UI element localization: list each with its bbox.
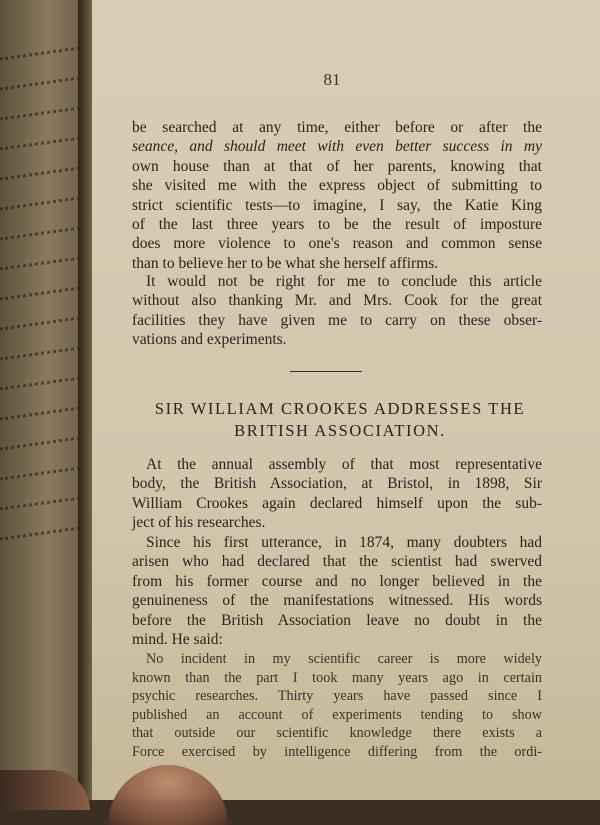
text-line: does more violence to one's reason and common sense bbox=[132, 235, 542, 253]
text-line: of the last three years to be the result of imposture bbox=[132, 216, 542, 234]
text-line: mind. He said: bbox=[132, 631, 223, 649]
text-line: she visited me with the express object of submitting to bbox=[132, 177, 542, 195]
text-line: published an account of experiments tending to show bbox=[132, 706, 542, 723]
paragraph-annual-assembly bbox=[132, 455, 542, 533]
text-line: seance, and should meet with even better success in my bbox=[132, 138, 542, 156]
text-line: William Crookes again declared himself upon the sub- bbox=[132, 494, 542, 512]
text-line: Force exercised by intelligence differing from the ordi- bbox=[132, 743, 542, 760]
text-line: before the British Association leave no doubt in the bbox=[132, 611, 542, 629]
text-line: body, the British Association, at Bristol, in 1898, Sir bbox=[132, 475, 542, 493]
book-page bbox=[92, 0, 600, 800]
text-line: psychic researches. Thirty years have passed since I bbox=[132, 688, 542, 705]
text-line: strict scientific tests—to imagine, I say, the Katie King bbox=[132, 196, 542, 214]
text-line: own house than at that of her parents, knowing that bbox=[132, 157, 542, 175]
page-number: 81 bbox=[323, 70, 341, 89]
facing-page-edge bbox=[0, 0, 88, 800]
text-line: No incident in my scientific career is more widely bbox=[146, 651, 542, 667]
text-line: At the annual assembly of that most representative bbox=[146, 456, 542, 473]
text-line: Since his first utterance, in 1874, many doubters had bbox=[146, 534, 542, 551]
text-line: that outside our scientific knowledge there exists a bbox=[132, 725, 542, 742]
text-line: known than the part I took many years ago in certain bbox=[132, 669, 542, 686]
text-line: ject of his researches. bbox=[132, 514, 266, 532]
text-line: facilities they have given me to carry on these obser- bbox=[132, 311, 542, 329]
section-heading bbox=[120, 398, 560, 442]
text-line: be searched at any time, either before or after the bbox=[132, 119, 542, 136]
text-line: arisen who had declared that the scientist had swerved bbox=[132, 553, 542, 571]
paragraph-first-utterance bbox=[132, 533, 542, 649]
closing-paragraph bbox=[132, 272, 542, 350]
section-divider bbox=[290, 371, 362, 372]
heading-line: SIR WILLIAM CROOKES ADDRESSES THE bbox=[154, 399, 526, 418]
continued-paragraph bbox=[132, 118, 542, 273]
text-line: vations and experiments. bbox=[132, 331, 287, 349]
text-line: It would not be right for me to conclude this article bbox=[146, 273, 542, 290]
text-line: genuineness of the manifestations witnessed. His words bbox=[132, 592, 542, 610]
quotation-paragraph bbox=[132, 650, 542, 762]
text-line: than to believe her to be what she herself affirms. bbox=[132, 254, 439, 272]
text-line: from his former course and no longer believed in the bbox=[132, 572, 542, 590]
heading-line: BRITISH ASSOCIATION. bbox=[234, 421, 446, 440]
text-line: without also thanking Mr. and Mrs. Cook for the great bbox=[132, 292, 542, 310]
